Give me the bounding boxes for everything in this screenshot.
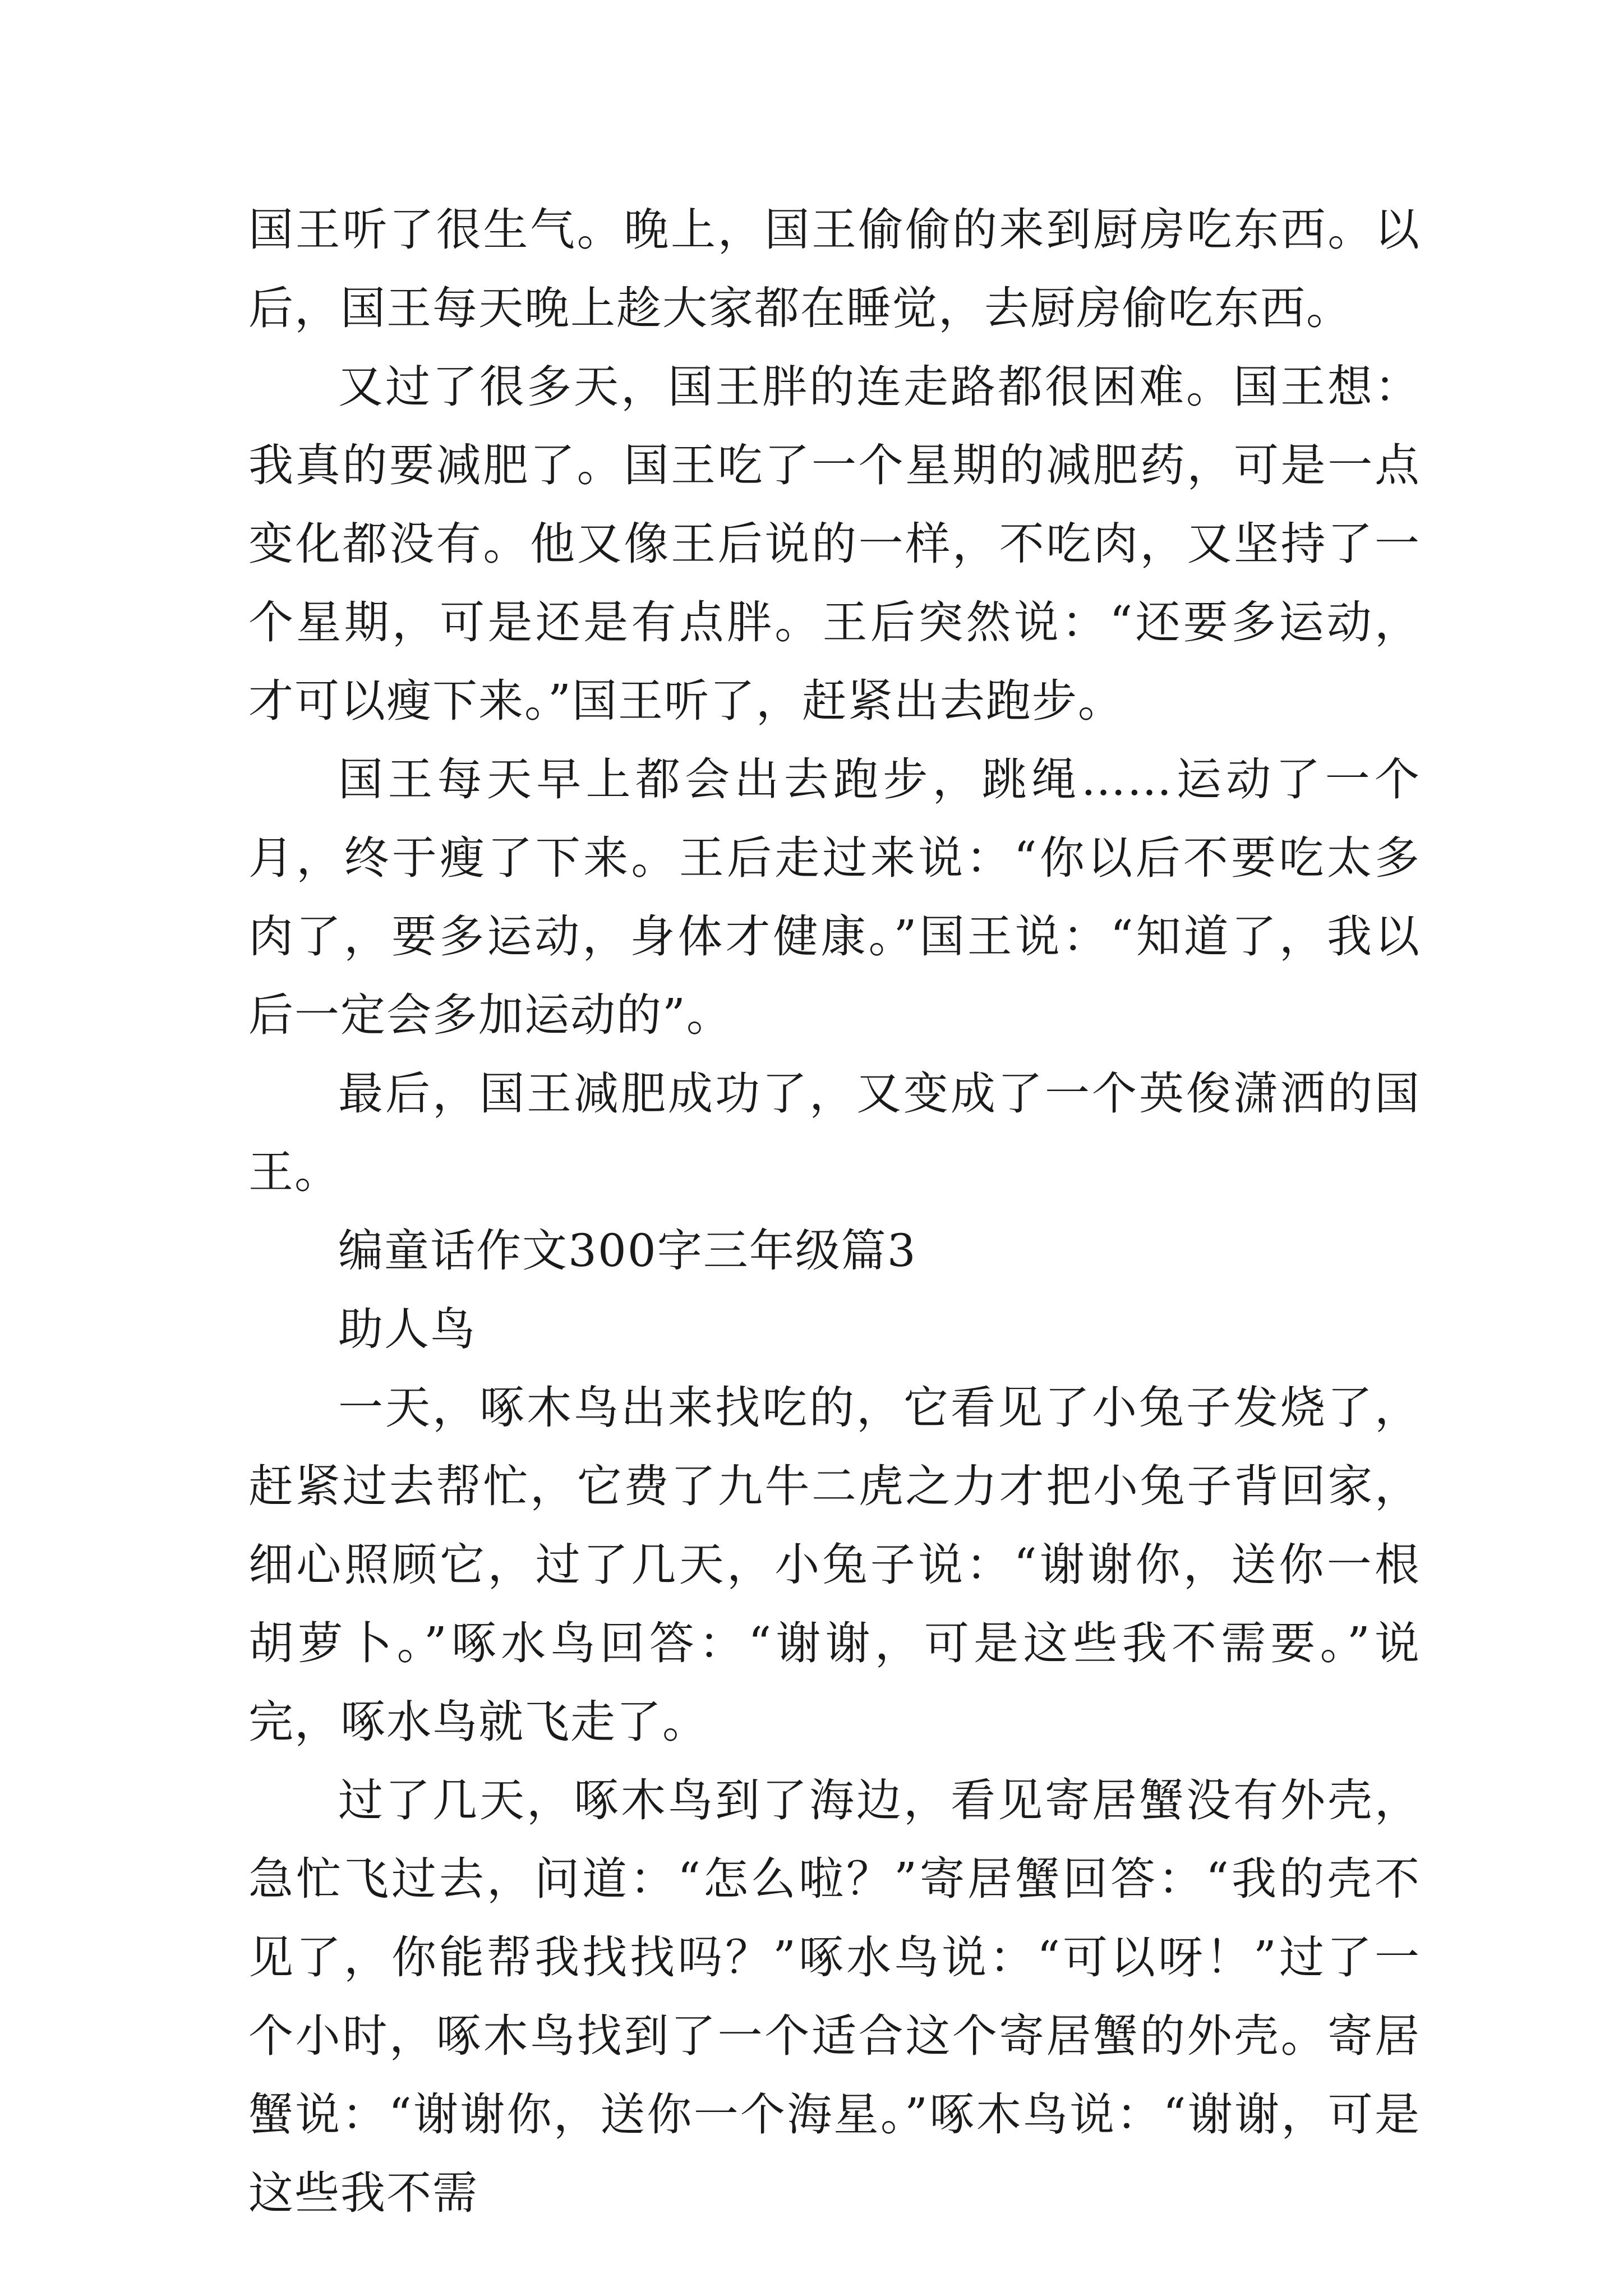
section-heading: 编童话作文300字三年级篇3	[338, 1225, 917, 1277]
paragraph-5: 一天，啄木鸟出来找吃的，它看见了小兔子发烧了，赶紧过去帮忙，它费了九牛二虎之力才把小兔子背回家，细心照顾它，过了几天，小兔子说：“谢谢你，送你一根胡萝卜。”啄水鸟回答：“谢谢，可是这些我不需要。”说完，啄水鸟就飞走了。	[248, 1382, 1421, 1748]
paragraph-1: 国王听了很生气。晚上，国王偷偷的来到厨房吃东西。以后，国王每天晚上趁大家都在睡觉，去厨房偷吃东西。	[248, 204, 1421, 334]
paragraph-3: 国王每天早上都会出去跑步，跳绳……运动了一个月，终于瘦了下来。王后走过来说：“你以后不要吃太多肉了，要多运动，身体才健康。”国王说：“知道了，我以后一定会多加运动的”。	[248, 753, 1421, 1041]
paragraph-6: 过了几天，啄木鸟到了海边，看见寄居蟹没有外壳，急忙飞过去，问道：“怎么啦？”寄居蟹回答：“我的壳不见了，你能帮我找找吗？”啄水鸟说：“可以呀！”过了一个小时，啄木鸟找到了一个适合这个寄居蟹的外壳。寄居蟹说：“谢谢你，送你一个海星。”啄木鸟说：“谢谢，可是这些我不需	[248, 1774, 1421, 2219]
story-title: 助人鸟	[338, 1303, 476, 1355]
paragraph-2: 又过了很多天，国王胖的连走路都很困难。国王想：我真的要减肥了。国王吃了一个星期的减肥药，可是一点变化都没有。他又像王后说的一样，不吃肉，又坚持了一个星期，可是还是有点胖。王后突然说：“还要多运动，才可以瘦下来。”国王听了，赶紧出去跑步。	[248, 361, 1421, 727]
document-body	[248, 191, 1421, 2233]
paragraph-4: 最后，国王减肥成功了，又变成了一个英俊潇洒的国王。	[248, 1068, 1421, 1198]
